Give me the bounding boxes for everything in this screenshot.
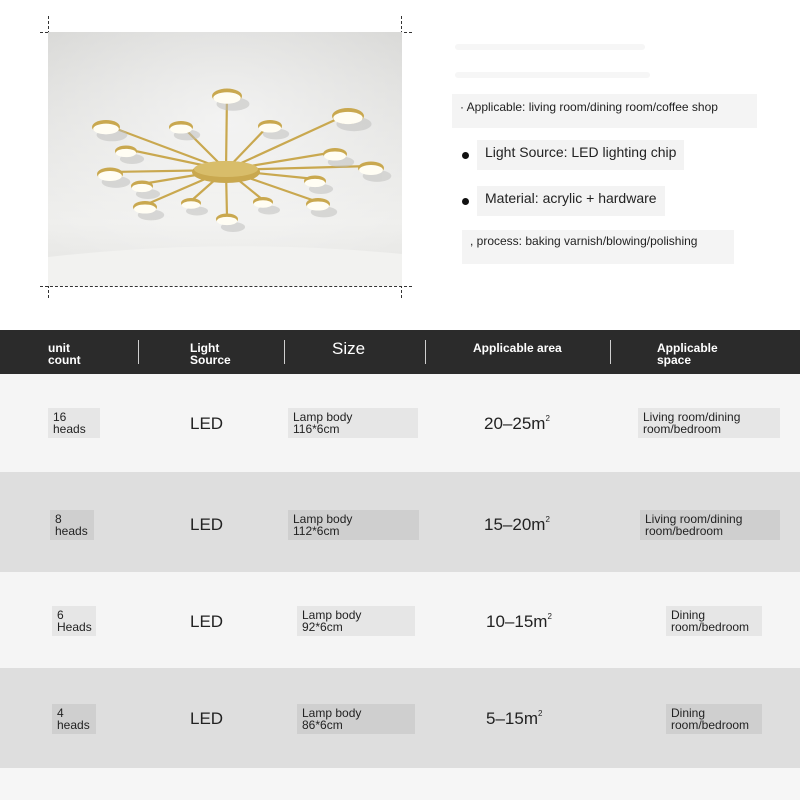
product-photo	[48, 32, 402, 286]
table-row	[0, 374, 800, 472]
light-source: LED	[190, 612, 224, 631]
header-unit-count: unit count	[48, 341, 81, 367]
header-light-source: Light Source	[190, 341, 231, 367]
lamp-lens	[324, 151, 346, 160]
unit-count: 6 Heads	[52, 606, 96, 636]
light-source: LED	[190, 515, 224, 534]
table-row	[0, 472, 800, 572]
lamp-lens	[213, 92, 241, 103]
applicable-space: Dining room/bedroom	[666, 704, 762, 734]
header-size: Size	[332, 339, 366, 358]
header-divider	[138, 340, 139, 364]
lamp-lens	[254, 200, 272, 208]
light-source: LED	[190, 414, 224, 433]
lamp-lens	[132, 184, 152, 192]
spec-light-source	[462, 140, 684, 170]
applicable-area: $10-15m^2$	[486, 612, 552, 631]
header-applicable-area: Applicable area	[473, 341, 562, 355]
faded-text-line	[455, 72, 650, 78]
size: Lamp body 112*6cm	[288, 510, 419, 540]
lamp-lens	[116, 149, 136, 157]
size: Lamp body 116*6cm	[288, 408, 418, 438]
unit-count: 8 heads	[50, 510, 94, 540]
spec-process	[462, 230, 734, 264]
lamp-lens	[259, 123, 281, 132]
header-divider	[284, 340, 285, 364]
spec-applicable	[452, 94, 757, 128]
size: Lamp body 86*6cm	[297, 704, 415, 734]
spec-material	[462, 186, 665, 216]
header-applicable-space: Applicable space	[657, 341, 718, 367]
unit-count: 4 heads	[52, 704, 96, 734]
lamp-lens	[217, 217, 237, 225]
ceiling-lamp-illustration	[48, 32, 402, 286]
applicable-space: Living room/dining room/bedroom	[638, 408, 780, 438]
header-divider	[610, 340, 611, 364]
lamp-lens	[182, 201, 200, 209]
lamp-lens	[333, 112, 362, 124]
table-row	[0, 572, 800, 668]
spec-text: Material: acrylic + hardware	[477, 186, 665, 216]
applicable-area: $20-25m^2$	[484, 414, 550, 433]
lamp-lens	[359, 165, 383, 175]
light-source: LED	[190, 709, 224, 728]
size: Lamp body 92*6cm	[297, 606, 415, 636]
applicable-space: Living room/dining room/bedroom	[640, 510, 780, 540]
lamp-lens	[93, 124, 119, 135]
lamp-lens	[307, 201, 329, 210]
crop-line-bottom	[40, 286, 412, 287]
lamp-lens	[305, 179, 325, 187]
bullet-icon	[462, 198, 469, 205]
applicable-area: $15-20m^2$	[484, 515, 550, 534]
applicable-space: Dining room/bedroom	[666, 606, 762, 636]
lamp-lens	[98, 171, 122, 181]
bullet-icon	[462, 152, 469, 159]
unit-count: 16 heads	[48, 408, 100, 438]
spec-table-header	[0, 330, 800, 374]
spec-text: Light Source: LED lighting chip	[477, 140, 684, 170]
table-bottom-strip	[0, 768, 800, 800]
faded-text-line	[455, 44, 645, 50]
table-row	[0, 668, 800, 768]
header-divider	[425, 340, 426, 364]
lamp-lens	[170, 124, 192, 133]
spec-text: · Applicable: living room/dining room/coffee shop	[452, 94, 757, 128]
lamp-lens	[134, 204, 156, 213]
applicable-area: $5-15m^2$	[486, 709, 543, 728]
spec-text: , process: baking varnish/blowing/polishing	[462, 230, 734, 264]
